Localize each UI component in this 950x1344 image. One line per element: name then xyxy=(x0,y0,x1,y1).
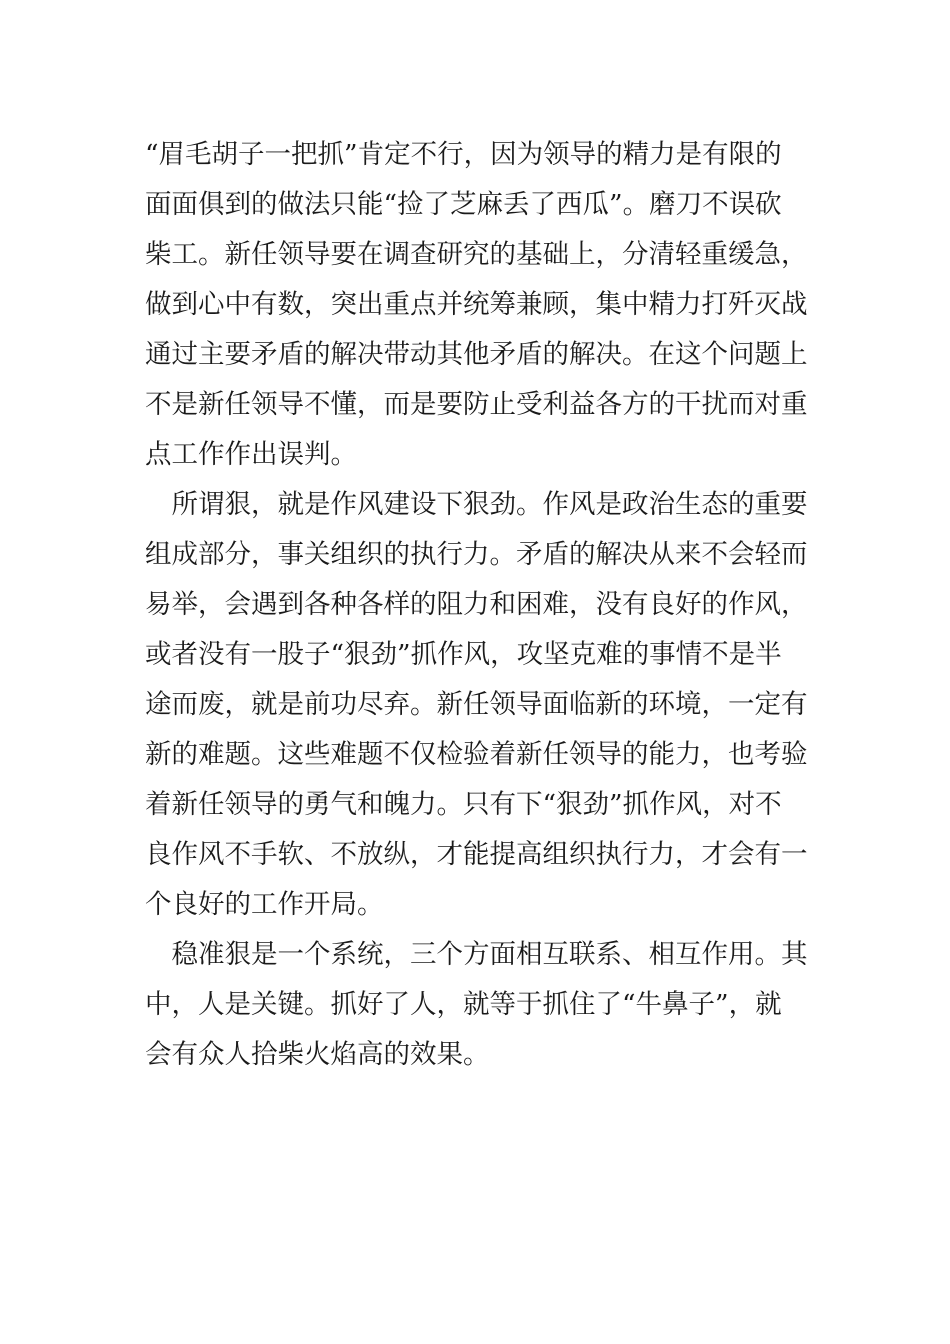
text-line: 途而废，就是前功尽弃。新任领导面临新的环境，一定有 xyxy=(145,689,808,720)
text-line: 不是新任领导不懂，而是要防止受利益各方的干扰而对重 xyxy=(145,389,808,420)
text-line: 做到心中有数，突出重点并统筹兼顾，集中精力打歼灭战 xyxy=(145,289,808,320)
text-line: 柴工。新任领导要在调查研究的基础上，分清轻重缓急， xyxy=(145,239,808,270)
text-line: 点工作作出误判。 xyxy=(145,439,357,470)
paragraph-3 xyxy=(145,930,817,1080)
text-line: 或者没有一股子“狠劲”抓作风，攻坚克难的事情不是半 xyxy=(145,639,782,670)
text-line: 所谓狠，就是作风建设下狠劲。作风是政治生态的重要 xyxy=(145,489,808,520)
text-line: 面面俱到的做法只能“捡了芝麻丢了西瓜”。磨刀不误砍 xyxy=(145,189,782,220)
text-line: 通过主要矛盾的解决带动其他矛盾的解决。在这个问题上 xyxy=(145,339,808,370)
text-line: 组成部分，事关组织的执行力。矛盾的解决从来不会轻而 xyxy=(145,539,808,570)
document-body xyxy=(145,130,817,1080)
paragraph-2 xyxy=(145,480,817,930)
text-line: “眉毛胡子一把抓”肯定不行，因为领导的精力是有限的 xyxy=(145,139,782,170)
text-line: 稳准狠是一个系统，三个方面相互联系、相互作用。其 xyxy=(145,939,808,970)
text-line: 中，人是关键。抓好了人，就等于抓住了“牛鼻子”，就 xyxy=(145,989,782,1020)
text-line: 良作风不手软、不放纵，才能提高组织执行力，才会有一 xyxy=(145,839,808,870)
text-line: 易举，会遇到各种各样的阻力和困难，没有良好的作风， xyxy=(145,589,808,620)
paragraph-1 xyxy=(145,130,817,480)
text-line: 新的难题。这些难题不仅检验着新任领导的能力，也考验 xyxy=(145,739,808,770)
text-line: 着新任领导的勇气和魄力。只有下“狠劲”抓作风，对不 xyxy=(145,789,782,820)
text-line: 会有众人拾柴火焰高的效果。 xyxy=(145,1039,490,1070)
text-line: 个良好的工作开局。 xyxy=(145,889,384,920)
